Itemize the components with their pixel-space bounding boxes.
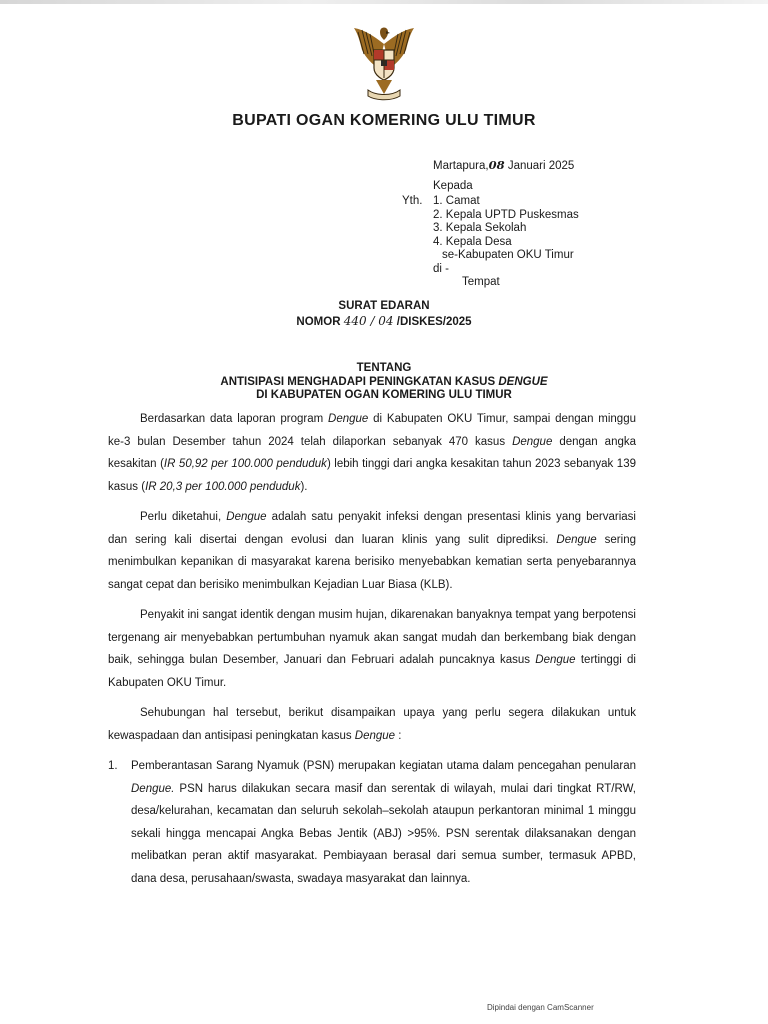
term: Dengue xyxy=(512,435,553,448)
letterhead-title: BUPATI OGAN KOMERING ULU TIMUR xyxy=(232,112,536,129)
paragraph-2 xyxy=(108,506,636,596)
kepada-label: Kepada xyxy=(433,180,473,192)
subject-line-1 xyxy=(0,376,768,388)
list-item-1 xyxy=(108,755,636,890)
text: tertinggi di Kabupaten OKU Timur. xyxy=(108,654,636,689)
term: Dengue xyxy=(354,729,396,742)
place: Martapura, xyxy=(433,160,489,172)
month-year: Januari 2025 xyxy=(507,160,575,172)
text: Perlu diketahui, xyxy=(140,511,227,523)
term: Dengue xyxy=(226,511,267,523)
recipient-scope: se-Kabupaten OKU Timur xyxy=(442,249,574,261)
term: Dengue. xyxy=(131,782,175,795)
paragraph-3 xyxy=(108,604,636,694)
letter-type: SURAT EDARAN xyxy=(338,300,430,312)
text: PSN harus dilakukan secara masif dan serentak di wilayah, mulai dari tingkat RT/RW, desa/kelurahan, kecamatan dan seluruh sekolah–sekolah ataupun perkantoran minimal 1 minggu sekali hingga mencapai Angka Bebas Jentik (ABJ) >95%. PSN serentak dilaksanakan dengan melibatkan peran aktif masyarakat. Pembiayaan berasal dari semua sumber, termasuk APBD, dana desa, perusahaan/swasta, swadaya masyarakat dan lainnya. xyxy=(131,782,636,885)
scanner-watermark: Dipindai dengan CamScanner xyxy=(487,1003,594,1012)
text: Berdasarkan data laporan program xyxy=(140,413,329,425)
text: dengan angka kesakitan ( xyxy=(108,435,637,470)
tentang-label: TENTANG xyxy=(356,362,412,374)
list-number: 1. xyxy=(108,760,118,772)
scan-top-edge xyxy=(0,0,768,4)
recipient-item: 3. Kepala Sekolah xyxy=(433,222,527,234)
place-and-date xyxy=(433,158,574,172)
incidence-rate: IR 20,3 per 100.000 penduduk xyxy=(145,480,301,493)
text: ) lebih tinggi dari angka kesakitan tahun 2023 sebanyak 139 kasus ( xyxy=(108,458,636,493)
recipient-di: di - xyxy=(433,262,449,275)
garuda-emblem-icon xyxy=(346,24,422,104)
subject-dengue: DENGUE xyxy=(498,376,548,388)
paragraph-1 xyxy=(108,408,636,498)
handwritten-number: 440 / 04 xyxy=(343,314,394,328)
recipient-tempat: Tempat xyxy=(462,276,500,288)
term: Dengue xyxy=(556,533,597,546)
letter-number xyxy=(0,314,768,328)
text: Pemberantasan Sarang Nyamuk (PSN) merupakan kegiatan utama dalam pencegahan penularan xyxy=(131,760,636,772)
text: di Kabupaten OKU Timur, sampai dengan minggu ke-3 bulan Desember tahun 2024 telah dilaporkan sebanyak 470 kasus xyxy=(108,413,636,448)
text: Penyakit ini sangat identik dengan musim hujan, dikarenakan banyaknya tempat yang berpotensi tergenang air menyebabkan pertumbuhan nyamuk akan sangat mudah dan berkembang biak dengan baik, sehingga bulan Desember, Januari dan Februari adalah puncaknya kasus xyxy=(108,609,636,666)
text: Sehubungan hal tersebut, berikut disampaikan upaya yang perlu segera dilakukan untuk kewaspadaan dan antisipasi peningkatan kasus xyxy=(108,707,636,742)
incidence-rate: IR 50,92 per 100.000 penduduk xyxy=(163,458,327,470)
yth-label: Yth. xyxy=(402,195,423,207)
number-prefix: NOMOR xyxy=(296,316,341,328)
handwritten-day: 08 xyxy=(488,158,505,172)
paragraph-4 xyxy=(108,702,636,747)
recipient-item: 2. Kepala UPTD Puskesmas xyxy=(433,208,579,221)
letter-body xyxy=(108,408,636,890)
number-suffix: /DISKES/2025 xyxy=(396,316,472,328)
recipient-item: 1. Camat xyxy=(433,195,480,207)
recipient-list xyxy=(433,195,579,290)
text: adalah satu penyakit infeksi dengan presentasi klinis yang bervariasi dan sering kali disertai dengan evolusi dan luaran klinis yang sulit diprediksi. xyxy=(108,511,636,546)
subject-line-2: DI KABUPATEN OGAN KOMERING ULU TIMUR xyxy=(256,389,512,401)
subject-text: ANTISIPASI MENGHADAPI PENINGKATAN KASUS xyxy=(220,376,499,388)
term: Dengue xyxy=(328,413,369,425)
text: ). xyxy=(300,480,308,493)
text: : xyxy=(395,729,402,742)
term: Dengue xyxy=(535,654,576,666)
recipient-item: 4. Kepala Desa xyxy=(433,235,512,248)
text: sering menimbulkan kepanikan di masyarakat karena berisiko menyebabkan kematian serta penyebarannya sangat cepat dan berisiko menimbulkan Kejadian Luar Biasa (KLB). xyxy=(108,533,636,591)
